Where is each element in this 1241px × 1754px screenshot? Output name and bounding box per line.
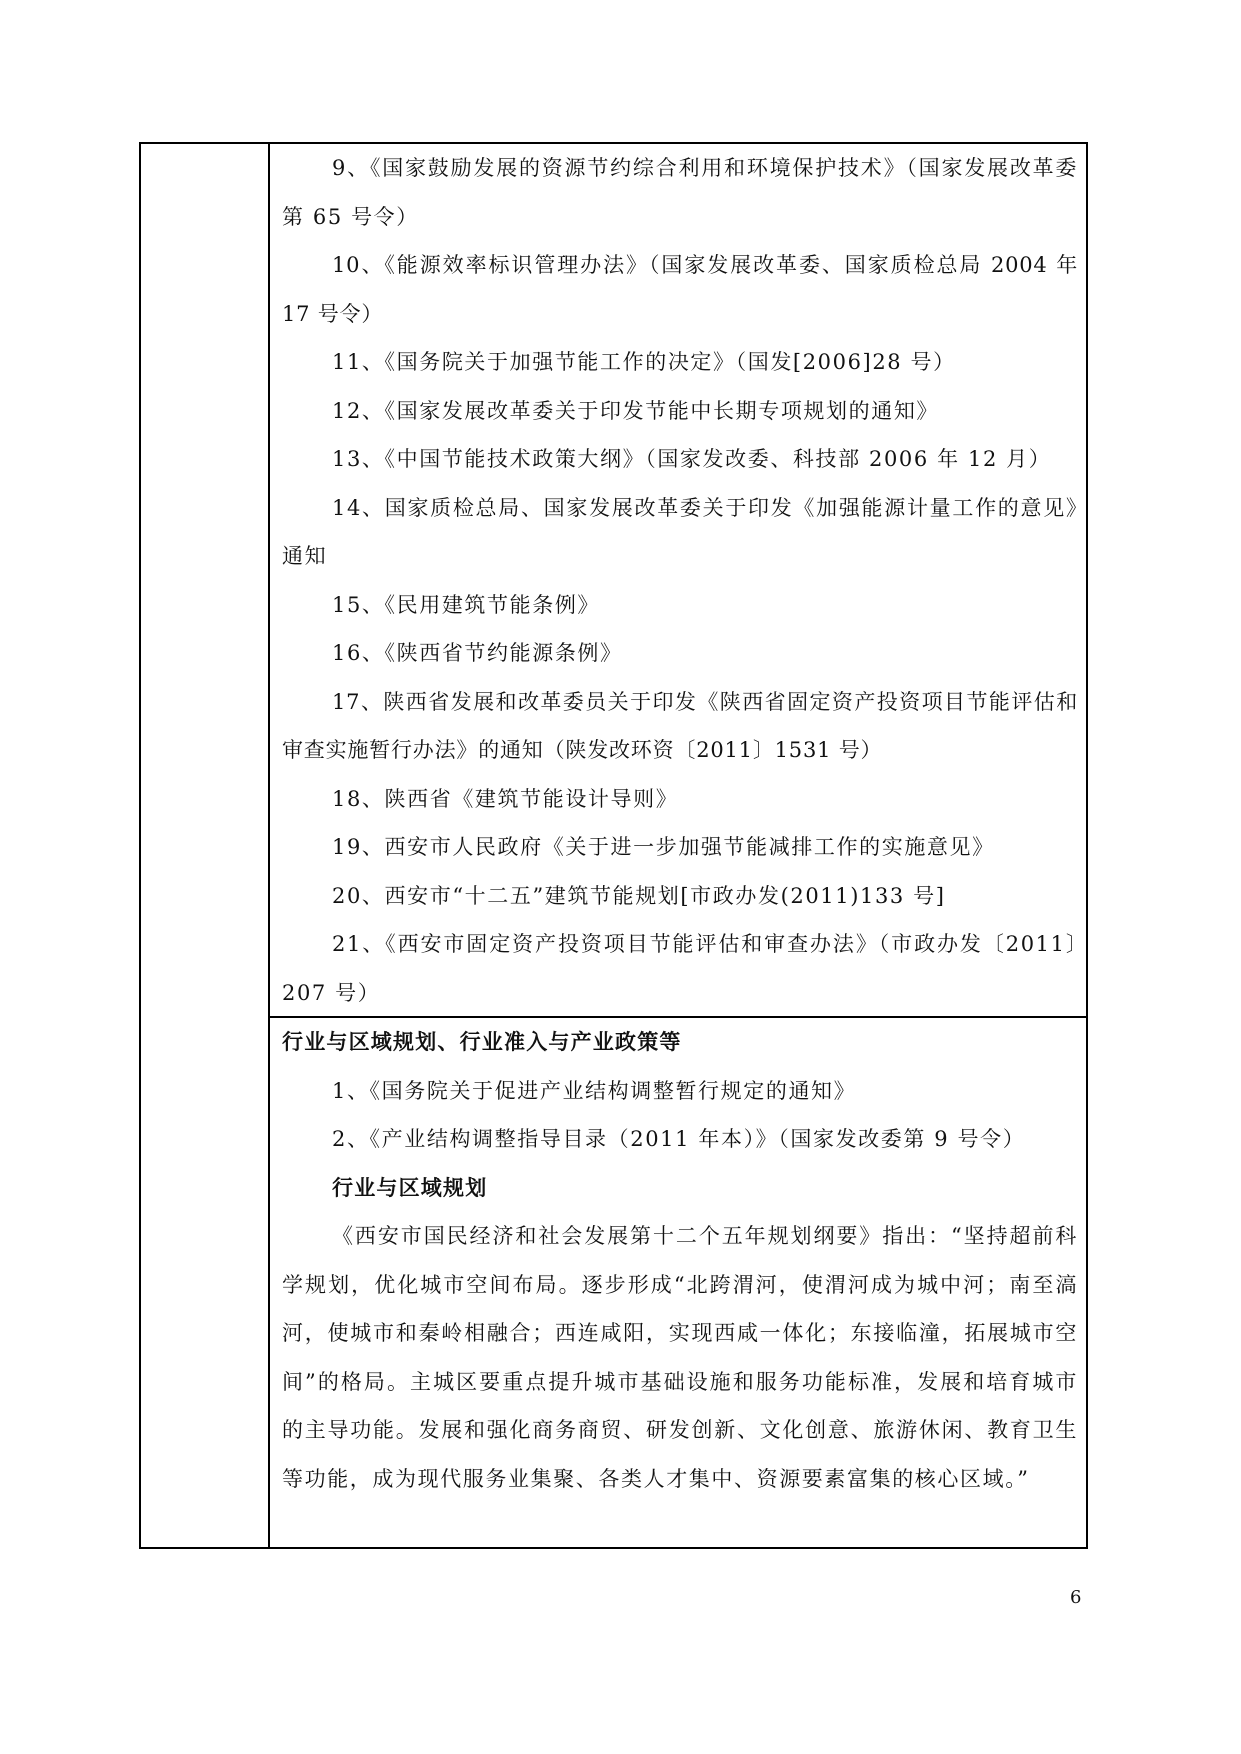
table-left-column [141, 144, 270, 1547]
industry-policy-cell [282, 1018, 1078, 1503]
policy-item: 1、《国务院关于促进产业结构调整暂行规定的通知》 [332, 1078, 857, 1103]
regulation-item: 21、《西安市固定资产投资项目节能评估和审查办法》（市政办发〔2011〕207 号） [282, 932, 1078, 1005]
regulation-item: 17、陕西省发展和改革委员关于印发《陕西省固定资产投资项目节能评估和审查实施暂行办法》的通知（陕发改环资〔2011〕1531 号） [282, 689, 1078, 762]
planning-paragraph: 《西安市国民经济和社会发展第十二个五年规划纲要》指出：“坚持超前科学规划，优化城市空间布局。逐步形成“北跨渭河，使渭河成为城中河；南至滈河，使城市和秦岭相融合；西连咸阳，实现西咸一体化；东接临潼，拓展城市空间”的格局。主城区要重点提升城市基础设施和服务功能标准，发展和培育城市的主导功能。发展和强化商务商贸、研发创新、文化创意、旅游休闲、教育卫生等功能，成为现代服务业集聚、各类人才集中、资源要素富集的核心区域。” [282, 1224, 1078, 1491]
regulation-item: 20、西安市“十二五”建筑节能规划[市政办发(2011)133 号] [332, 883, 946, 908]
document-table [139, 142, 1088, 1549]
regulation-item: 15、《民用建筑节能条例》 [332, 592, 601, 617]
regulation-item: 19、西安市人民政府《关于进一步加强节能减排工作的实施意见》 [332, 835, 995, 859]
section-heading: 行业与区域规划、行业准入与产业政策等 [282, 1030, 682, 1054]
section-subheading: 行业与区域规划 [332, 1175, 488, 1200]
regulation-item: 18、陕西省《建筑节能设计导则》 [332, 786, 679, 811]
regulation-item: 11、《国务院关于加强节能工作的决定》（国发[2006]28 号） [332, 350, 956, 374]
regulation-item: 9、《国家鼓励发展的资源节约综合利用和环境保护技术》（国家发展改革委第 65 号令） [282, 156, 1078, 229]
policy-item: 2、《产业结构调整指导目录（2011 年本）》（国家发改委第 9 号令） [332, 1127, 1026, 1151]
regulations-cell [282, 144, 1078, 1017]
regulation-item: 14、国家质检总局、国家发展改革委关于印发《加强能源计量工作的意见》通知 [282, 495, 1078, 568]
page-number: 6 [1070, 1587, 1082, 1608]
regulation-item: 16、《陕西省节约能源条例》 [332, 641, 623, 665]
regulation-item: 10、《能源效率标识管理办法》（国家发展改革委、国家质检总局 2004 年 17 号令） [282, 253, 1078, 326]
regulation-item: 12、《国家发展改革委关于印发节能中长期专项规划的通知》 [332, 398, 940, 423]
regulation-item: 13、《中国节能技术政策大纲》（国家发改委、科技部 2006 年 12 月） [332, 447, 1052, 471]
